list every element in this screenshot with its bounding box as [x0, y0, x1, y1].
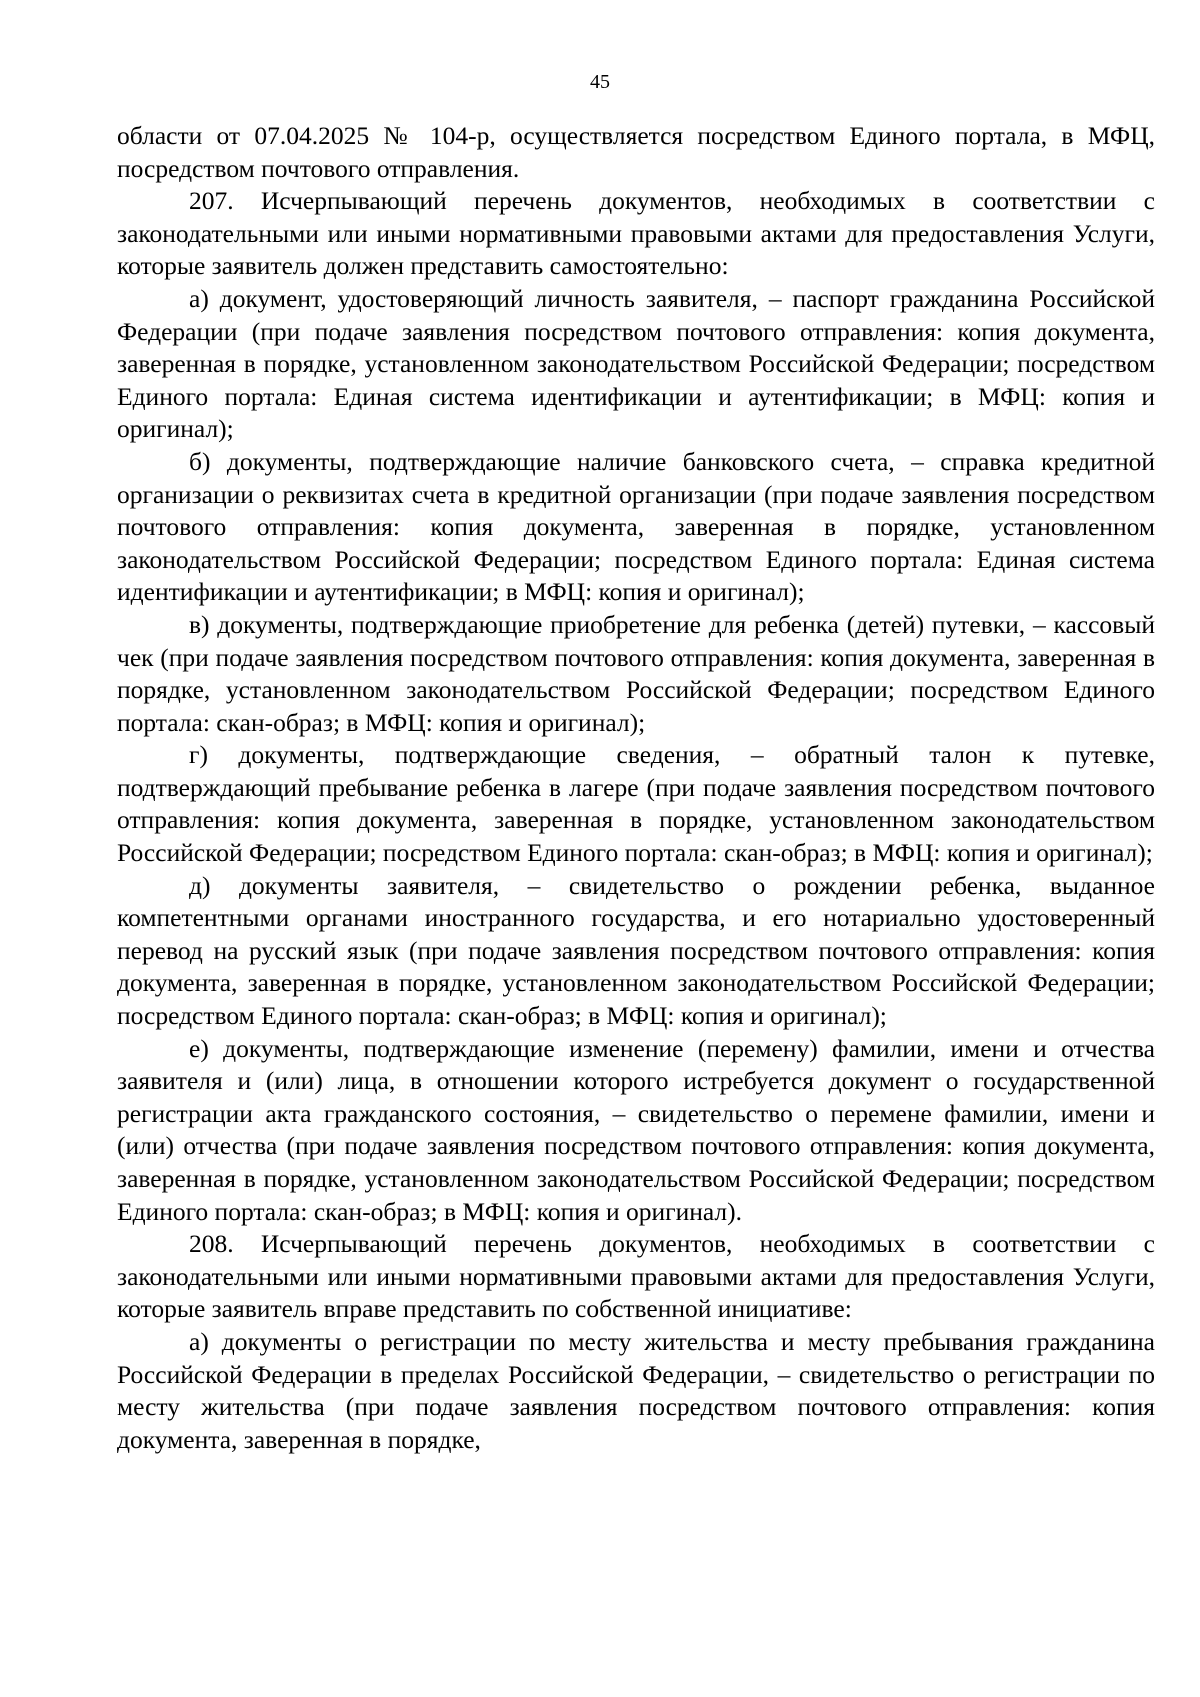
paragraph-207-e: е) документы, подтверждающие изменение (перемену) фамилии, имени и отчества заявителя и (или) лица, в отношении которого истребуется документ о государственной регистрации акта гражданского состояния, – свидетельство о перемене фамилии, имени и (или) отчества (при подаче заявления посредством почтового отправления: копия документа, заверенная в порядке, установленном законодательством Российской Федерации; посредством Единого портала: скан-образ; в МФЦ: копия и оригинал). [117, 1033, 1155, 1226]
paragraph-207-b: б) документы, подтверждающие наличие банковского счета, – справка кредитной организации о реквизитах счета в кредитной организации (при подаче заявления посредством почтового отправления: копия документа, заверенная в порядке, установленном законодательством Российской Федерации; посредством Единого портала: Единая система идентификации и аутентификации; в МФЦ: копия и оригинал); [117, 446, 1155, 607]
paragraph-208-a: а) документы о регистрации по месту жительства и месту пребывания гражданина Российской Федерации в пределах Российской Федерации, – свидетельство о регистрации по месту жительства (при подаче заявления посредством почтового отправления: копия документа, заверенная в порядке, [117, 1326, 1155, 1454]
paragraph-208: 208. Исчерпывающий перечень документов, необходимых в соответствии с законодательными или иными нормативными правовыми актами для предоставления Услуги, которые заявитель вправе представить по собственной инициативе: [117, 1229, 1155, 1324]
paragraph-continuation: области от 07.04.2025 № 104-р, осуществляется посредством Единого портала, в МФЦ, посредством почтового отправления. [117, 121, 1155, 183]
paragraph-207: 207. Исчерпывающий перечень документов, необходимых в соответствии с законодательными или иными нормативными правовыми актами для предоставления Услуги, которые заявитель должен представить самостоятельно: [117, 186, 1155, 281]
page-number: 45 [590, 71, 610, 93]
document-body [117, 120, 1155, 1456]
paragraph-207-g: г) документы, подтверждающие сведения, – обратный талон к путевке, подтверждающий пребывание ребенка в лагере (при подаче заявления посредством почтового отправления: копия документа, заверенная в порядке, установленном законодательством Российской Федерации; посредством Единого портала: скан-образ; в МФЦ: копия и оригинал); [117, 740, 1155, 868]
paragraph-207-d: д) документы заявителя, – свидетельство о рождении ребенка, выданное компетентными органами иностранного государства, и его нотариально удостоверенный перевод на русский язык (при подаче заявления посредством почтового отправления: копия документа, заверенная в порядке, установленном законодательством Российской Федерации; посредством Единого портала: скан-образ; в МФЦ: копия и оригинал); [117, 870, 1155, 1031]
paragraph-207-a: а) документ, удостоверяющий личность заявителя, – паспорт гражданина Российской Федерации (при подаче заявления посредством почтового отправления: копия документа, заверенная в порядке, установленном законодательством Российской Федерации; посредством Единого портала: Единая система идентификации и аутентификации; в МФЦ: копия и оригинал); [117, 283, 1155, 444]
paragraph-207-v: в) документы, подтверждающие приобретение для ребенка (детей) путевки, – кассовый чек (при подаче заявления посредством почтового отправления: копия документа, заверенная в порядке, установленном законодательством Российской Федерации; посредством Единого портала: скан-образ; в МФЦ: копия и оригинал); [117, 609, 1155, 737]
